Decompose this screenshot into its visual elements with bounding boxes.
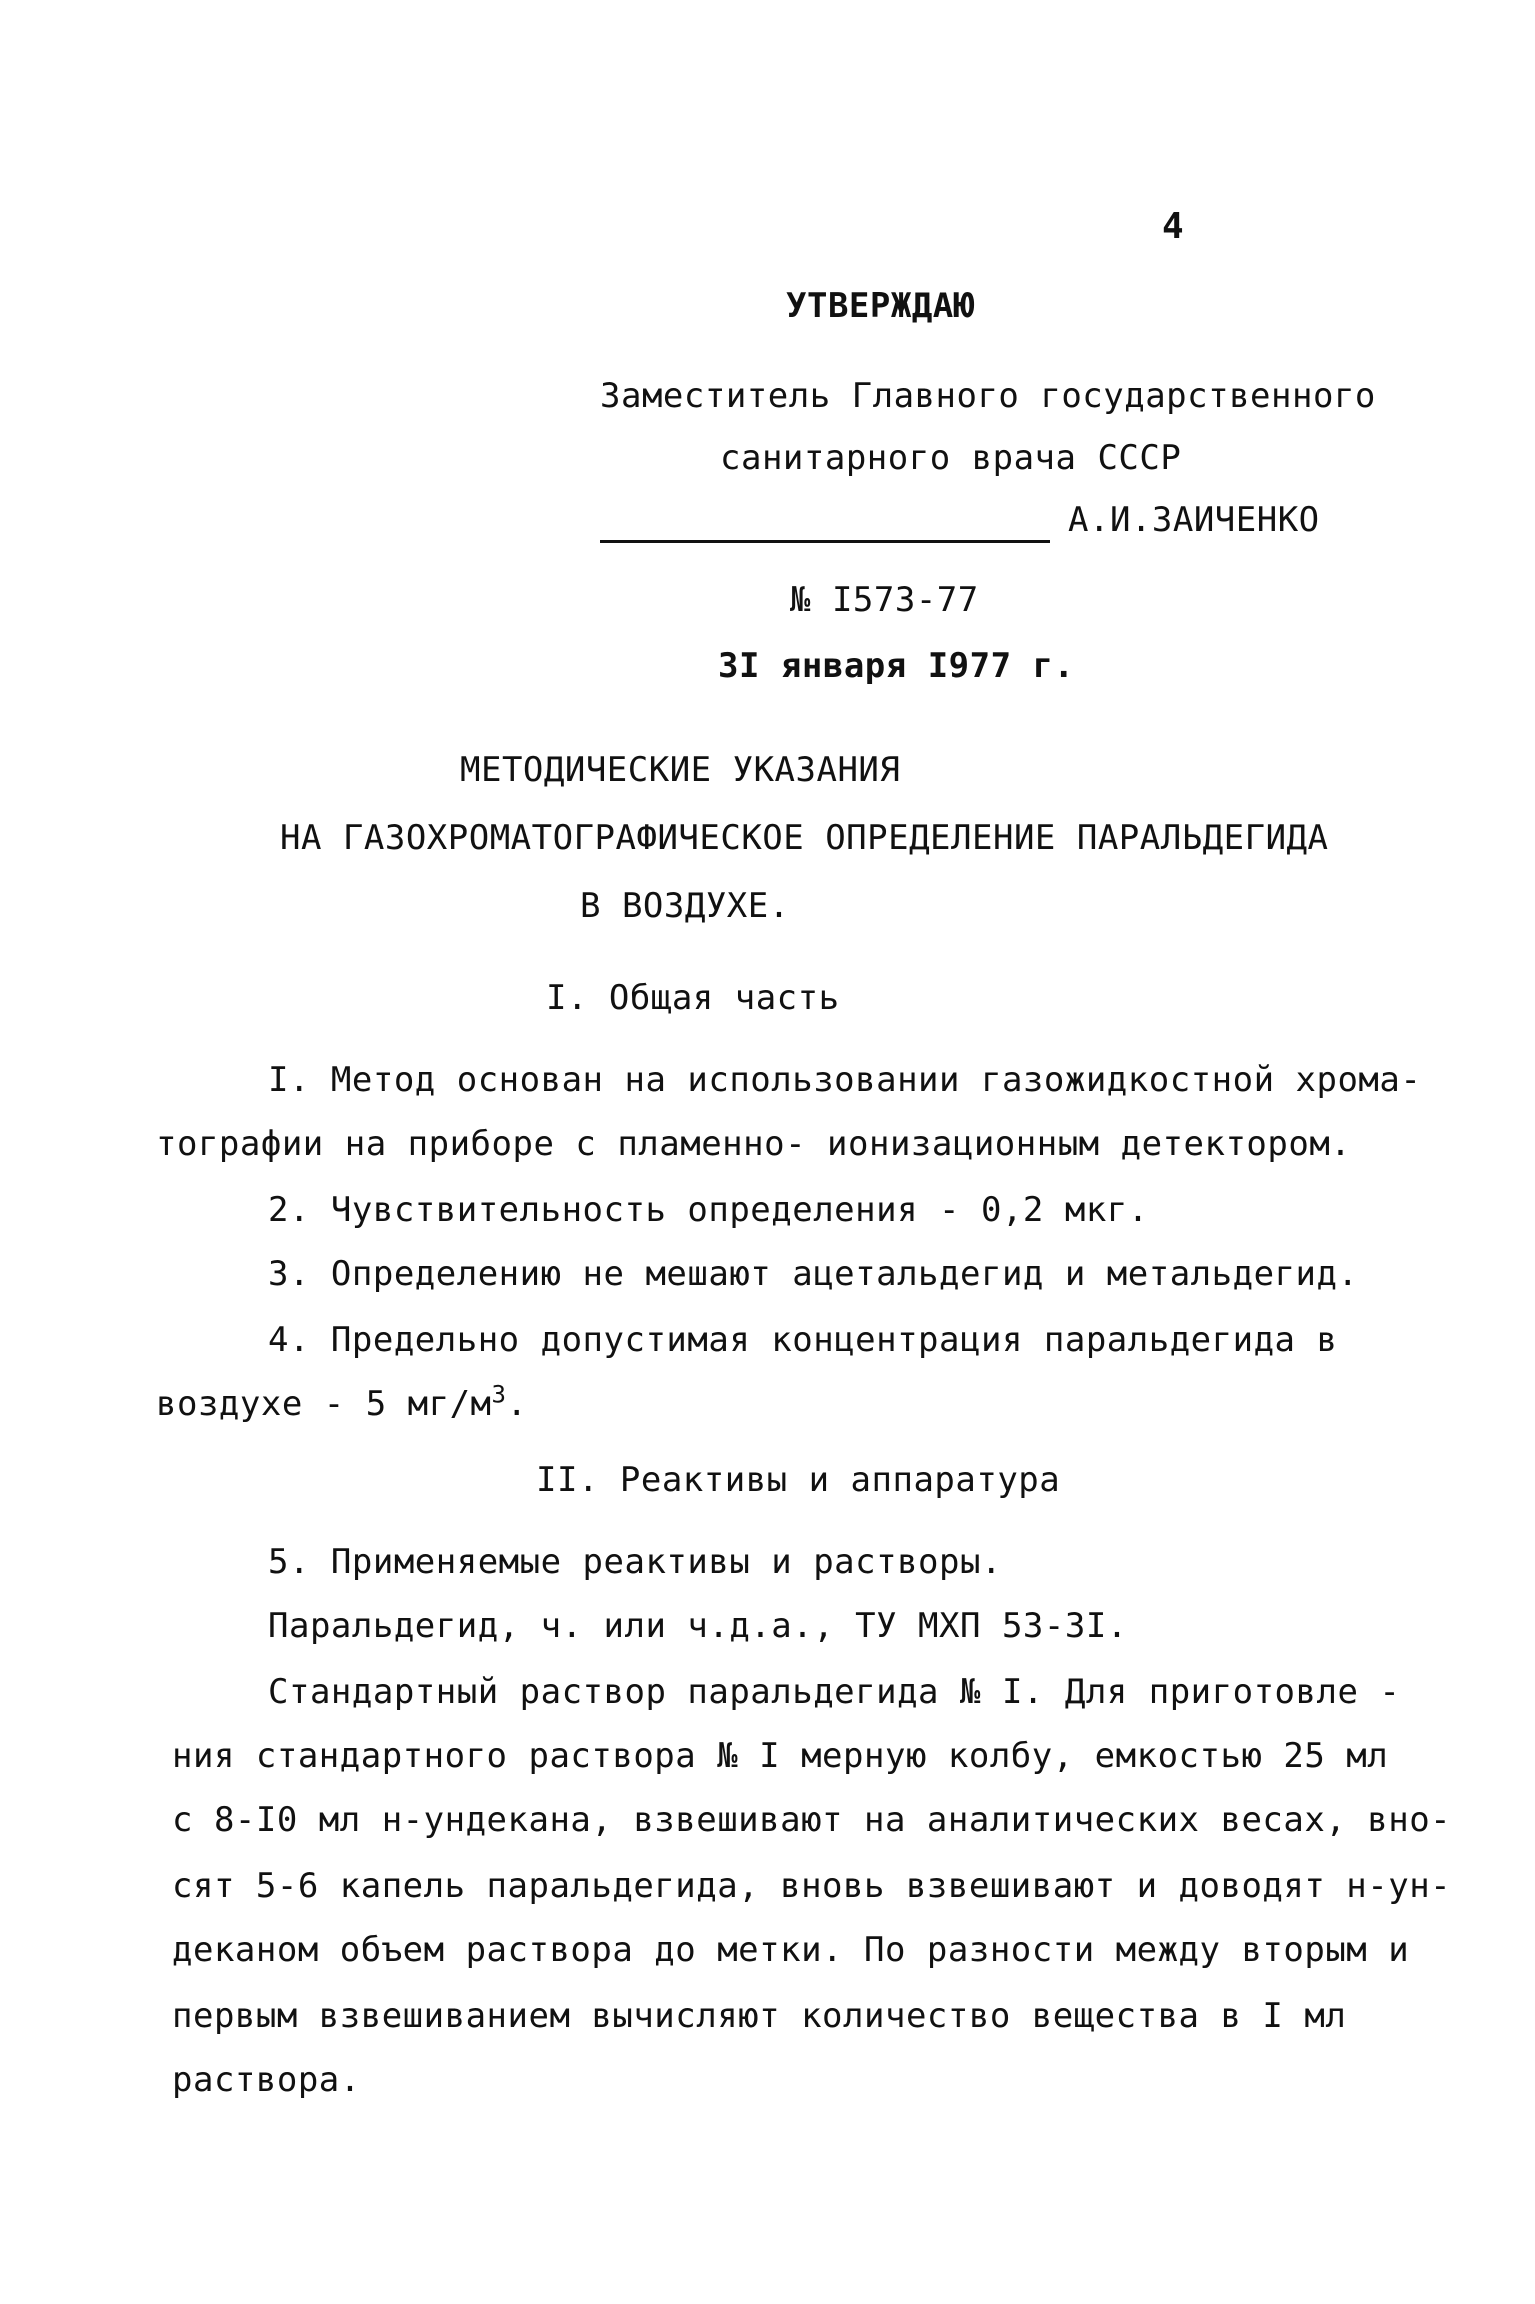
section1-p1-line1: I. Метод основан на использовании газожидкостной хрома- xyxy=(268,1060,1422,1100)
page-number: 4 xyxy=(1162,206,1184,247)
section1-p4-line1: 4. Предельно допустимая концентрация паральдегида в xyxy=(268,1320,1338,1360)
section2-std-line4: сят 5-6 капель паральдегида, вновь взвешивают и доводят н-ун- xyxy=(172,1866,1452,1906)
title-line2: НА ГАЗОХРОМАТОГРАФИЧЕСКОЕ ОПРЕДЕЛЕНИЕ ПАРАЛЬДЕГИДА xyxy=(280,818,1329,858)
section2-std-line1: Стандартный раствор паральдегида № I. Для приготовле - xyxy=(268,1672,1401,1712)
section1-p1-line2: тографии на приборе с пламенно- ионизационным детектором. xyxy=(156,1124,1352,1164)
section1-p4-text: воздухе - 5 мг/м xyxy=(156,1384,492,1424)
section1-heading: I. Общая часть xyxy=(546,978,840,1018)
section1-p4-end: . xyxy=(506,1384,528,1424)
approval-heading: УТВЕРЖДАЮ xyxy=(786,286,975,326)
title-line1: МЕТОДИЧЕСКИЕ УКАЗАНИЯ xyxy=(460,750,901,790)
section1-p2: 2. Чувствительность определения - 0,2 мкг. xyxy=(268,1190,1149,1230)
section2-std-line6: первым взвешиванием вычисляют количество вещества в I мл xyxy=(172,1996,1347,2036)
approval-position-line1: Заместитель Главного государственного xyxy=(600,376,1376,416)
section2-std-line7: раствора. xyxy=(172,2060,361,2100)
approval-number: № I573-77 xyxy=(790,580,979,620)
signature-line xyxy=(600,540,1050,543)
approval-position-line2: санитарного врача СССР xyxy=(720,438,1182,478)
approval-signatory: А.И.ЗАИЧЕНКО xyxy=(1068,500,1320,540)
section1-p4-line2 xyxy=(156,1380,528,1424)
section2-std-line3: с 8-I0 мл н-ундекана, взвешивают на аналитических весах, вно- xyxy=(172,1800,1452,1840)
title-line3: В ВОЗДУХЕ. xyxy=(580,886,790,926)
section2-heading: II. Реактивы и аппаратура xyxy=(536,1460,1061,1500)
section2-std-line5: деканом объем раствора до метки. По разности между вторым и xyxy=(172,1930,1410,1970)
section2-std-line2: ния стандартного раствора № I мерную колбу, емкостью 25 мл xyxy=(172,1736,1389,1776)
approval-date: 3I января I977 г. xyxy=(718,646,1075,686)
section1-p3: 3. Определению не мешают ацетальдегид и метальдегид. xyxy=(268,1254,1359,1294)
section2-reagent: Паральдегид, ч. или ч.д.а., ТУ МХП 53-3I. xyxy=(268,1606,1128,1646)
section2-p5: 5. Применяемые реактивы и растворы. xyxy=(268,1542,1002,1582)
section1-p4-superscript: 3 xyxy=(491,1380,507,1409)
